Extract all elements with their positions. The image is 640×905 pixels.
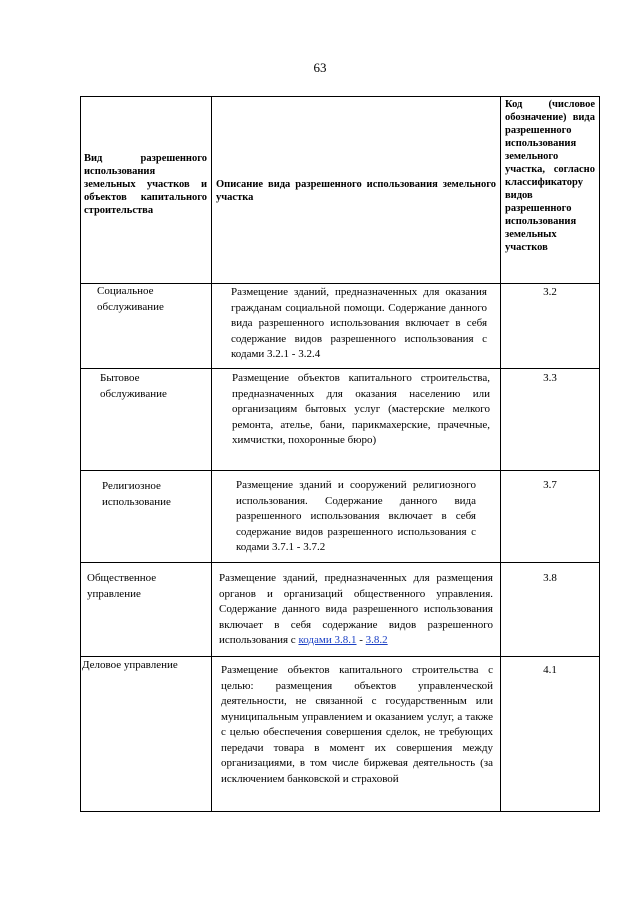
table-border-top <box>80 96 600 97</box>
table-row-divider <box>80 656 600 657</box>
row-1-description: Размещение зданий, предназначенных для оказания гражданам социальной помощи. Содержание данного вида разрешенного использования включает в себя содержание видов разрешенного использования с кодами 3.2.1 - 3.2.4 <box>231 286 487 360</box>
row-4-code: 3.8 <box>543 572 557 584</box>
row-2-name: Бытовое обслуживание <box>100 372 167 400</box>
row-5-code: 4.1 <box>543 664 557 676</box>
page-number: 63 <box>313 60 327 75</box>
row-1-code: 3.2 <box>543 286 557 298</box>
table-border-right <box>599 96 600 812</box>
row-2-code: 3.3 <box>543 372 557 384</box>
table-border-bottom <box>80 811 600 812</box>
row-3-name: Религиозное использование <box>102 480 171 508</box>
row-3-description: Размещение зданий и сооружений религиозного использования. Содержание данного вида разрешенного использования включает в себя содержание видов разрешенного использования с кодами 3.7.1 - 3.7.2 <box>236 479 476 553</box>
row-5-description: Размещение объектов капитального строительства с целью: размещения объектов управленческой деятельности, не связанной с государственным или муниципальным управлением и оказанием услуг, а также с целью обеспечения совершения сделок, не требующих передачи товара в момент их совершения между организациями, в том числе биржевая деятельность (за исключением банковской и страховой <box>221 664 493 785</box>
link-codes-3-8-1[interactable]: кодами 3.8.1 <box>298 634 357 646</box>
row-4-description-text: Размещение зданий, предназначенных для размещения органов и организаций общественного управления. Содержание данного вида разрешенного использования включает в себя содержание видов разрешенного использования с <box>219 572 493 646</box>
table-row-divider <box>80 470 600 471</box>
row-4-description <box>219 571 493 649</box>
row-5-name: Деловое управление <box>82 659 178 671</box>
table-border-left <box>80 96 81 812</box>
link-separator: - <box>356 634 366 646</box>
table-row-divider <box>80 368 600 369</box>
header-description: Описание вида разрешенного использования земельного участка <box>216 179 496 203</box>
table-column-divider <box>211 96 212 812</box>
row-4-name: Общественное управление <box>87 572 157 600</box>
land-use-table <box>80 96 600 812</box>
row-3-code: 3.7 <box>543 479 557 491</box>
row-2-description: Размещение объектов капитального строительства, предназначенных для оказания населению или организациям бытовых услуг (мастерские мелкого ремонта, ателье, бани, парикмахерские, прачечные, химчистки, похоронные бюро) <box>232 372 490 446</box>
table-column-divider <box>500 96 501 812</box>
table-row-divider <box>80 562 600 563</box>
row-1-name: Социальное обслуживание <box>97 285 164 313</box>
link-code-3-8-2[interactable]: 3.8.2 <box>365 634 388 646</box>
header-code: Код (числовое обозначение) вида разрешенного использования земельного участка, согласно классификатору видов разрешенного использования земельных участков <box>505 99 595 253</box>
header-view-name: Вид разрешенного использования земельных участков и объектов капитального строительства <box>84 153 207 216</box>
